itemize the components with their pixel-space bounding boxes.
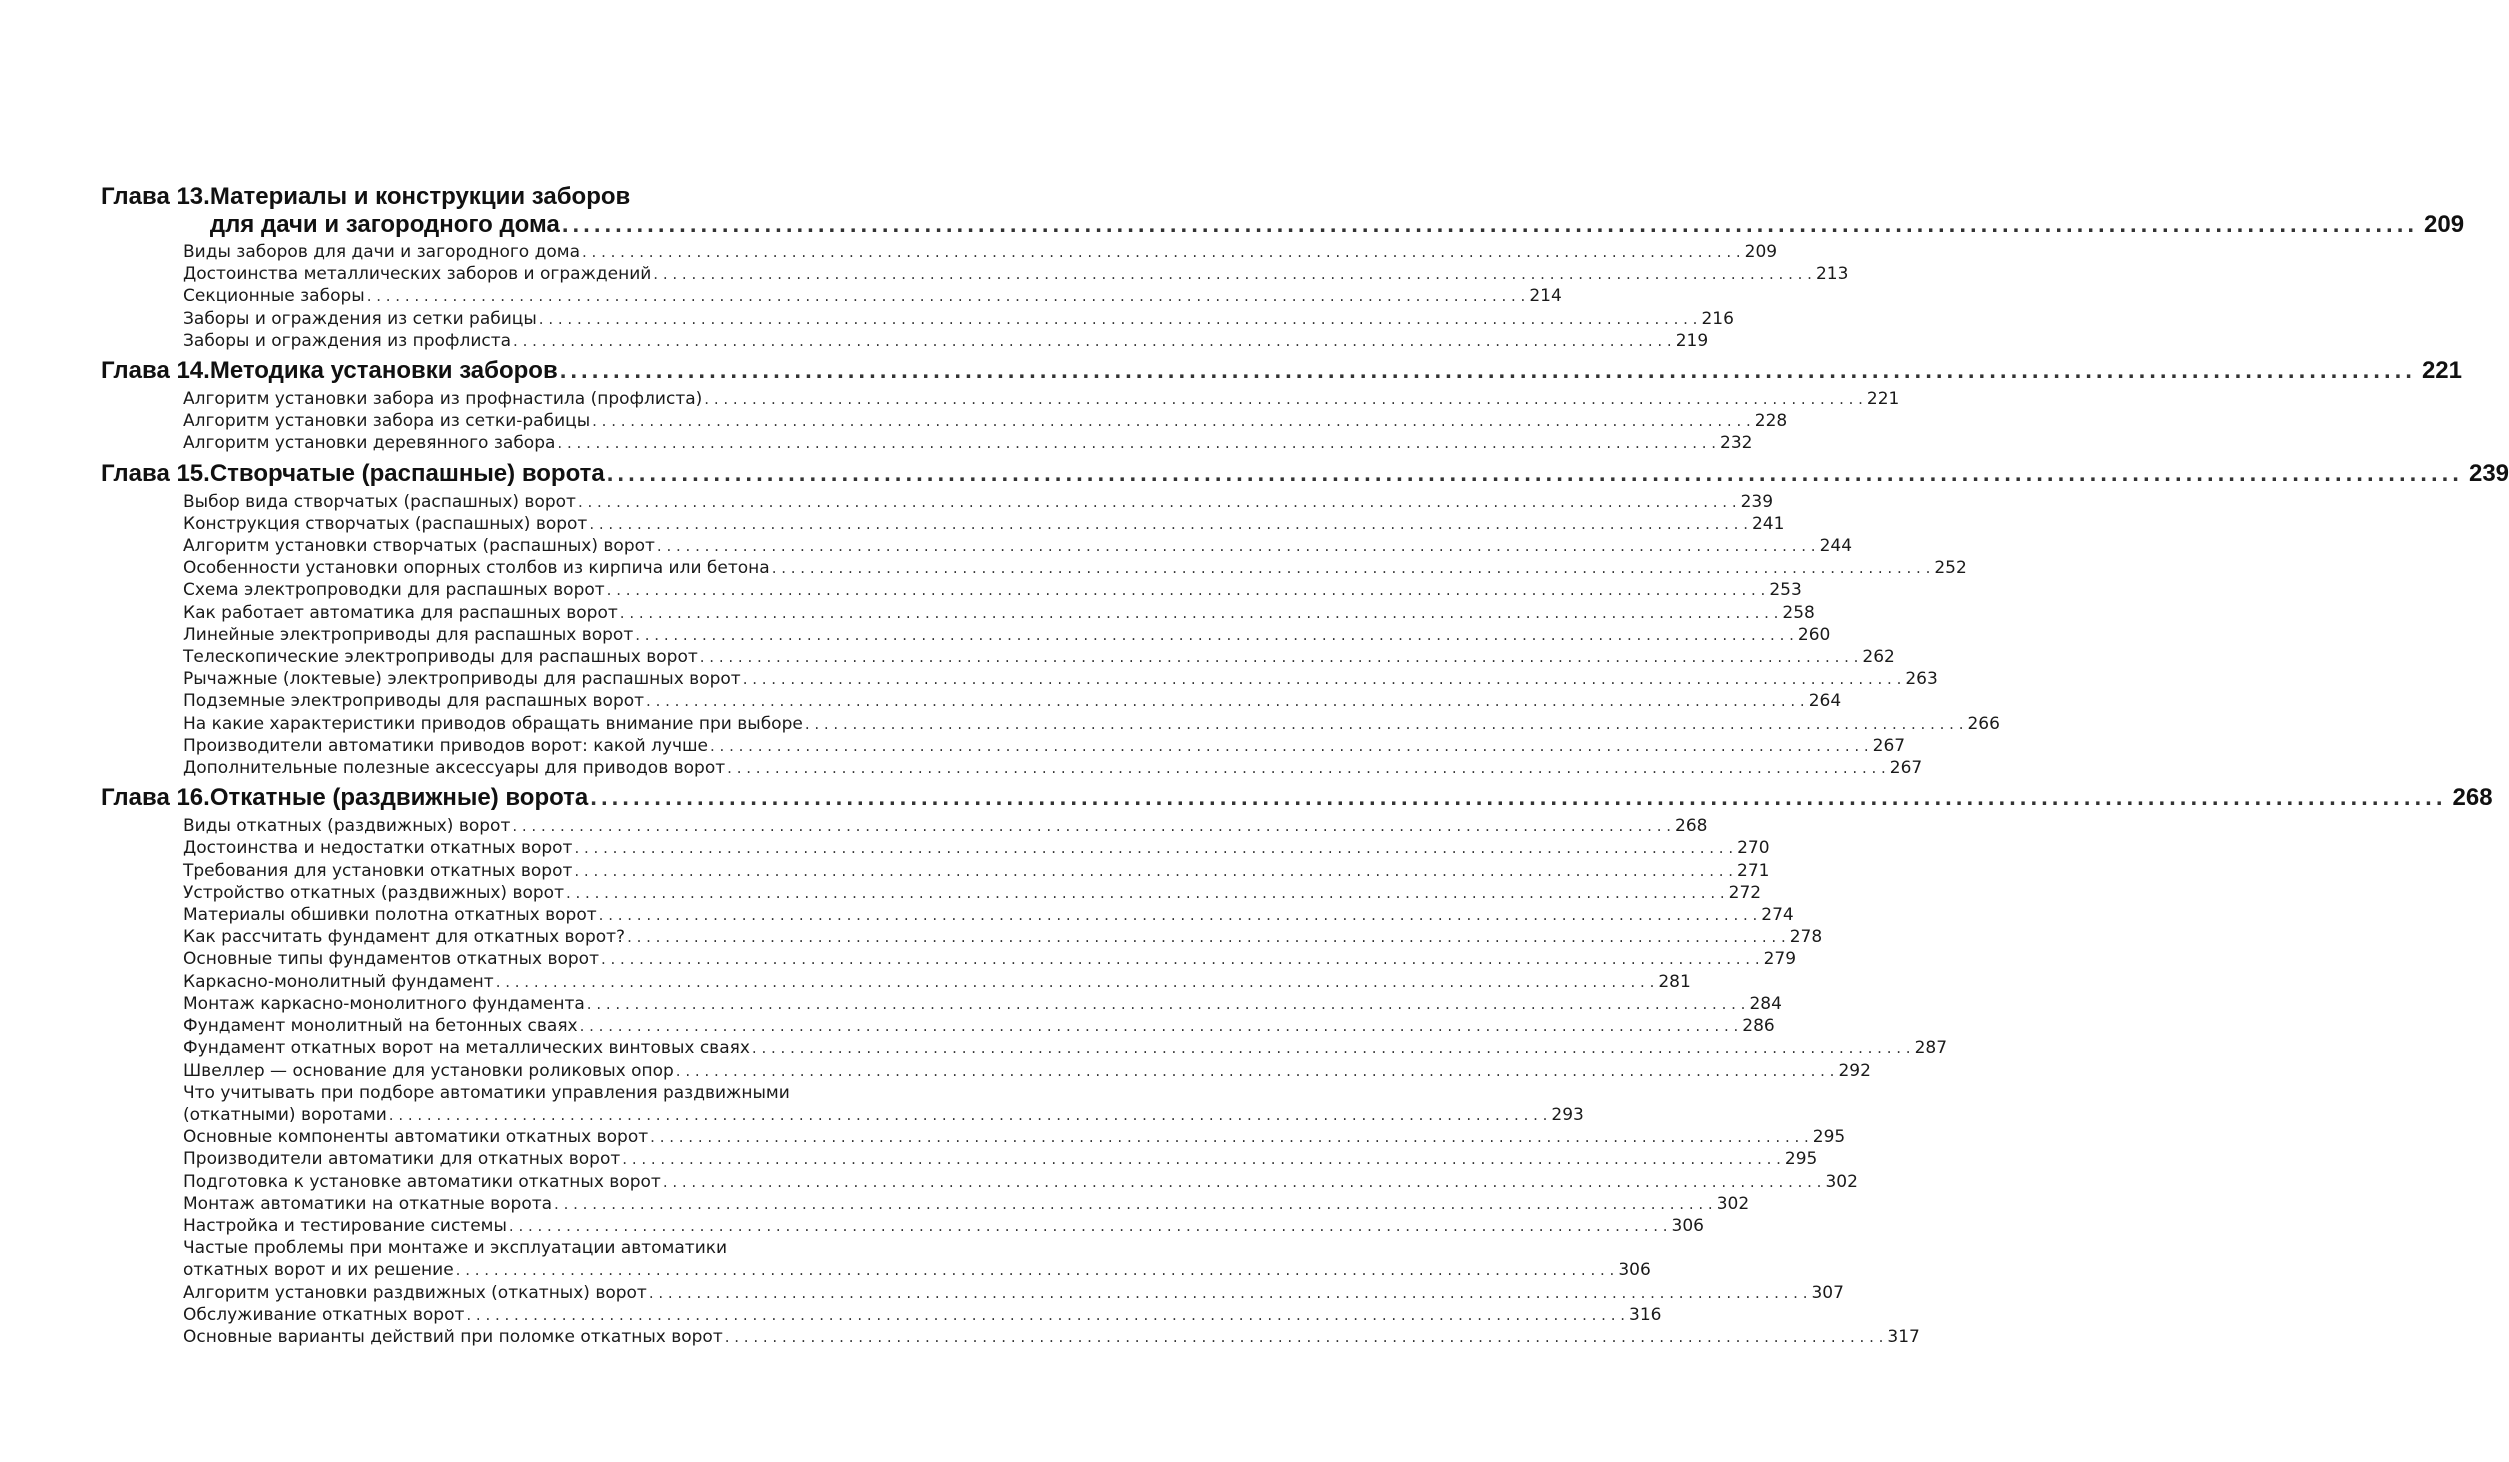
dot-leader: [725, 1326, 1884, 1348]
chapter-heading: [101, 783, 2493, 813]
entry-page: 232: [1720, 433, 1753, 454]
dot-leader: [635, 624, 1794, 646]
entry-title: Каркасно-монолитный фундамент: [183, 971, 494, 992]
entry-title: Монтаж каркасно-монолитного фундамента: [183, 993, 585, 1014]
entry-title: Телескопические электроприводы для распашных ворот: [183, 647, 698, 668]
entry-page: 258: [1782, 602, 1815, 623]
dot-leader: [566, 882, 1725, 904]
entry-page: 317: [1887, 1326, 1920, 1347]
toc-entry: [183, 388, 1900, 410]
dot-leader: [590, 783, 2446, 813]
dot-leader: [557, 432, 1716, 454]
dot-leader: [562, 211, 2418, 239]
entry-title: Производители автоматики для откатных ворот: [183, 1149, 621, 1170]
entry-page: 228: [1754, 411, 1788, 432]
toc-entry: [183, 535, 1853, 557]
dot-leader: [389, 1104, 1548, 1126]
entry-page: 213: [1815, 264, 1849, 285]
chapter-title: Методика установки заборов: [209, 357, 558, 385]
entry-title: Особенности установки опорных столбов из кирпича или бетона: [183, 558, 770, 579]
entry-page: 306: [1671, 1215, 1704, 1236]
dot-leader: [574, 837, 1733, 859]
entry-page: 253: [1769, 580, 1802, 601]
entry-title-line-2: (откатными) воротами: [183, 1104, 387, 1125]
dot-leader: [700, 646, 1859, 668]
dot-leader: [622, 1148, 1781, 1170]
chapter-title-line-2: для дачи и загородного дома: [209, 211, 560, 238]
chapter-page: 209: [2424, 211, 2465, 238]
entry-page: 216: [1701, 308, 1734, 329]
entry-title: На какие характеристики приводов обращать внимание при выборе: [183, 713, 803, 734]
entry-title: Требования для установки откатных ворот: [183, 860, 573, 881]
toc-entry: [183, 1304, 1662, 1326]
entry-page: 271: [1737, 860, 1770, 881]
entry-page: 264: [1808, 691, 1842, 712]
entry-page: 214: [1529, 286, 1562, 307]
toc-entry: [183, 1193, 1750, 1215]
chapter-14: [101, 356, 2462, 455]
dot-leader: [539, 308, 1698, 330]
toc-entry: [183, 410, 1788, 432]
entry-page: 267: [1889, 758, 1923, 779]
dot-leader: [657, 535, 1816, 557]
dot-leader: [710, 735, 1869, 757]
toc-entry: [183, 1060, 1871, 1082]
section-list: [183, 388, 1900, 455]
toc-entry: [183, 308, 1734, 330]
toc-entry: [183, 904, 1794, 926]
toc-entry: [183, 241, 1778, 263]
entry-page: 270: [1737, 838, 1770, 859]
entry-title: Как работает автоматика для распашных ворот: [183, 602, 618, 623]
entry-title: Производители автоматики приводов ворот: какой лучше: [183, 735, 709, 756]
toc-entry: [183, 602, 1815, 624]
entry-page: 209: [1744, 242, 1778, 262]
entry-title: Основные типы фундаментов откатных ворот: [183, 949, 599, 970]
toc-entry: [183, 1282, 1844, 1304]
toc-entry: [183, 1148, 1818, 1170]
entry-page: 260: [1797, 624, 1831, 645]
entry-title: Заборы и ограждения из профлиста: [183, 330, 512, 351]
chapter-heading: [101, 459, 2509, 489]
dot-leader: [554, 1193, 1713, 1215]
section-list: [183, 815, 1948, 1348]
entry-title: Виды откатных (раздвижных) ворот: [183, 816, 511, 837]
toc-entry-multiline: [183, 1082, 1584, 1126]
toc-entry: [183, 491, 1774, 513]
dot-leader: [646, 690, 1805, 712]
entry-title: Линейные электроприводы для распашных ворот: [183, 624, 634, 645]
chapter-13: [101, 183, 2465, 352]
dot-leader: [587, 993, 1746, 1015]
entry-title: Подготовка к установке автоматики откатных ворот: [183, 1171, 661, 1192]
dot-leader: [589, 513, 1748, 535]
entry-title: Секционные заборы: [183, 286, 365, 307]
entry-page: 263: [1905, 669, 1938, 690]
toc-entry: [183, 330, 1709, 352]
entry-title: Как рассчитать фундамент для откатных ворот?: [183, 927, 626, 948]
entry-title: Алгоритм установки деревянного забора: [183, 433, 556, 454]
entry-title: Подземные электроприводы для распашных ворот: [183, 691, 645, 712]
entry-title: Дополнительные полезные аксессуары для приводов ворот: [183, 758, 726, 779]
entry-title: Виды заборов для дачи и загородного дома: [183, 242, 581, 262]
entry-title: Устройство откатных (раздвижных) ворот: [183, 882, 564, 903]
entry-page: 292: [1838, 1060, 1871, 1081]
dot-leader: [649, 1282, 1808, 1304]
chapter-title: Створчатые (распашные) ворота: [209, 459, 605, 487]
entry-page: 295: [1812, 1127, 1846, 1148]
dot-leader: [607, 459, 2463, 489]
entry-page: 274: [1761, 905, 1794, 926]
chapter-page: 221: [2421, 357, 2462, 385]
toc-entry: [183, 815, 1708, 837]
dot-leader: [599, 904, 1758, 926]
entry-page: 284: [1749, 993, 1782, 1014]
entry-page: 221: [1866, 389, 1900, 410]
entry-title-line-1: Что учитывать при подборе автоматики управления раздвижными: [183, 1082, 790, 1103]
entry-page: 287: [1914, 1038, 1948, 1059]
dot-leader: [607, 579, 1766, 601]
entry-page: 267: [1872, 735, 1906, 756]
dot-leader: [620, 602, 1779, 624]
toc-entry: [183, 579, 1802, 601]
entry-title: Алгоритм установки створчатых (распашных) ворот: [183, 536, 655, 557]
toc-entry: [183, 668, 1938, 690]
toc-entry: [183, 971, 1691, 993]
entry-page: 293: [1551, 1104, 1584, 1125]
toc-entry: [183, 735, 1906, 757]
entry-page: 268: [1675, 816, 1708, 837]
entry-title: Настройка и тестирование системы: [183, 1215, 507, 1236]
entry-page: 286: [1742, 1016, 1775, 1037]
entry-page: 279: [1763, 949, 1797, 970]
dot-leader: [727, 757, 1886, 779]
toc-entry: [183, 926, 1823, 948]
dot-leader: [513, 330, 1672, 352]
dot-leader: [580, 1015, 1739, 1037]
toc-entry: [183, 690, 1842, 712]
entry-page: 295: [1784, 1149, 1818, 1170]
dot-leader: [805, 713, 1964, 735]
entry-title: Достоинства металлических заборов и ограждений: [183, 264, 652, 285]
toc-entry: [183, 713, 2000, 735]
toc-entry: [183, 860, 1770, 882]
toc-entry: [183, 757, 1923, 779]
toc-entry: [183, 1015, 1775, 1037]
entry-title: Швеллер — основание для установки роликовых опор: [183, 1060, 674, 1081]
entry-title: Основные компоненты автоматики откатных ворот: [183, 1127, 649, 1148]
entry-page: 306: [1618, 1260, 1651, 1281]
dot-leader: [752, 1037, 1911, 1059]
dot-leader: [560, 356, 2416, 386]
chapter-page: 268: [2452, 784, 2493, 812]
dot-leader: [496, 971, 1655, 993]
toc-entry: [183, 993, 1782, 1015]
chapter-label: Глава 13.: [101, 183, 210, 210]
dot-leader: [704, 388, 1863, 410]
toc-entry: [183, 624, 1831, 646]
toc-entry: [183, 1215, 1704, 1237]
dot-leader: [578, 491, 1737, 513]
dot-leader: [743, 668, 1902, 690]
entry-page: 302: [1825, 1171, 1858, 1192]
dot-leader: [627, 926, 1786, 948]
entry-title: Алгоритм установки забора из сетки-рабицы: [183, 411, 591, 432]
dot-leader: [676, 1060, 1835, 1082]
entry-page: 281: [1658, 971, 1691, 992]
dot-leader: [650, 1126, 1809, 1148]
entry-page: 244: [1819, 536, 1853, 557]
entry-page: 239: [1740, 491, 1774, 512]
toc-entry-multiline: [183, 1237, 1651, 1281]
chapter-heading: [101, 183, 2465, 239]
entry-page: 302: [1716, 1193, 1750, 1214]
toc-entry: [183, 285, 1562, 307]
dot-leader: [592, 410, 1751, 432]
entry-title: Заборы и ограждения из сетки рабицы: [183, 308, 537, 329]
entry-title: Выбор вида створчатых (распашных) ворот: [183, 491, 576, 512]
dot-leader: [512, 815, 1671, 837]
toc-entry: [183, 837, 1770, 859]
chapter-15: [101, 459, 2509, 780]
section-list: [183, 241, 1849, 352]
entry-title: Алгоритм установки раздвижных (откатных) ворот: [183, 1282, 647, 1303]
entry-page: 241: [1751, 513, 1785, 534]
dot-leader: [574, 860, 1733, 882]
dot-leader: [653, 263, 1812, 285]
dot-leader: [582, 241, 1741, 263]
dot-leader: [772, 557, 1931, 579]
chapter-title: Откатные (раздвижные) ворота: [209, 784, 589, 812]
entry-page: 316: [1629, 1304, 1662, 1325]
toc-entry: [183, 948, 1797, 970]
chapter-page: 239: [2468, 459, 2509, 487]
entry-title: Материалы обшивки полотна откатных ворот: [183, 905, 597, 926]
entry-title: Схема электропроводки для распашных ворот: [183, 580, 605, 601]
entry-page: 278: [1789, 927, 1823, 948]
toc-entry: [183, 1126, 1846, 1148]
dot-leader: [509, 1215, 1668, 1237]
toc-entry: [183, 557, 1967, 579]
toc-entry: [183, 882, 1762, 904]
chapter-heading: [101, 356, 2462, 386]
toc-entry: [183, 432, 1753, 454]
entry-page: 252: [1934, 558, 1967, 579]
entry-title-line-1: Частые проблемы при монтаже и эксплуатации автоматики: [183, 1238, 728, 1259]
entry-title: Основные варианты действий при поломке откатных ворот: [183, 1326, 723, 1347]
dot-leader: [367, 285, 1526, 307]
toc-entry: [183, 1171, 1858, 1193]
entry-page: 266: [1967, 713, 2000, 734]
chapter-label: Глава 14.: [101, 357, 210, 385]
entry-title: Обслуживание откатных ворот: [183, 1304, 465, 1325]
entry-page: 272: [1728, 882, 1762, 903]
entry-title: Алгоритм установки забора из профнастила (профлиста): [183, 389, 703, 410]
entry-title: Рычажные (локтевые) электроприводы для распашных ворот: [183, 669, 741, 690]
chapter-label: Глава 15.: [101, 459, 210, 487]
toc-entry: [183, 646, 1895, 668]
dot-leader: [456, 1259, 1615, 1281]
chapter-16: [101, 783, 2493, 1348]
dot-leader: [601, 948, 1760, 970]
entry-title: Конструкция створчатых (распашных) ворот: [183, 513, 588, 534]
table-of-contents: [101, 183, 2509, 1352]
toc-entry: [183, 1037, 1948, 1059]
dot-leader: [466, 1304, 1625, 1326]
toc-entry: [183, 513, 1785, 535]
entry-title: Фундамент откатных ворот на металлических винтовых сваях: [183, 1038, 750, 1059]
entry-page: 262: [1862, 647, 1895, 668]
section-list: [183, 491, 2000, 780]
entry-page: 307: [1811, 1282, 1844, 1303]
entry-title: Достоинства и недостатки откатных ворот: [183, 838, 573, 859]
entry-title: Фундамент монолитный на бетонных сваях: [183, 1016, 578, 1037]
entry-page: 219: [1675, 330, 1709, 351]
chapter-title-line-1: Материалы и конструкции заборов: [209, 183, 631, 210]
toc-entry: [183, 1326, 1920, 1348]
dot-leader: [663, 1171, 1822, 1193]
toc-entry: [183, 263, 1849, 285]
chapter-label: Глава 16.: [101, 784, 210, 812]
entry-title-line-2: откатных ворот и их решение: [183, 1260, 454, 1281]
entry-title: Монтаж автоматики на откатные ворота: [183, 1193, 553, 1214]
